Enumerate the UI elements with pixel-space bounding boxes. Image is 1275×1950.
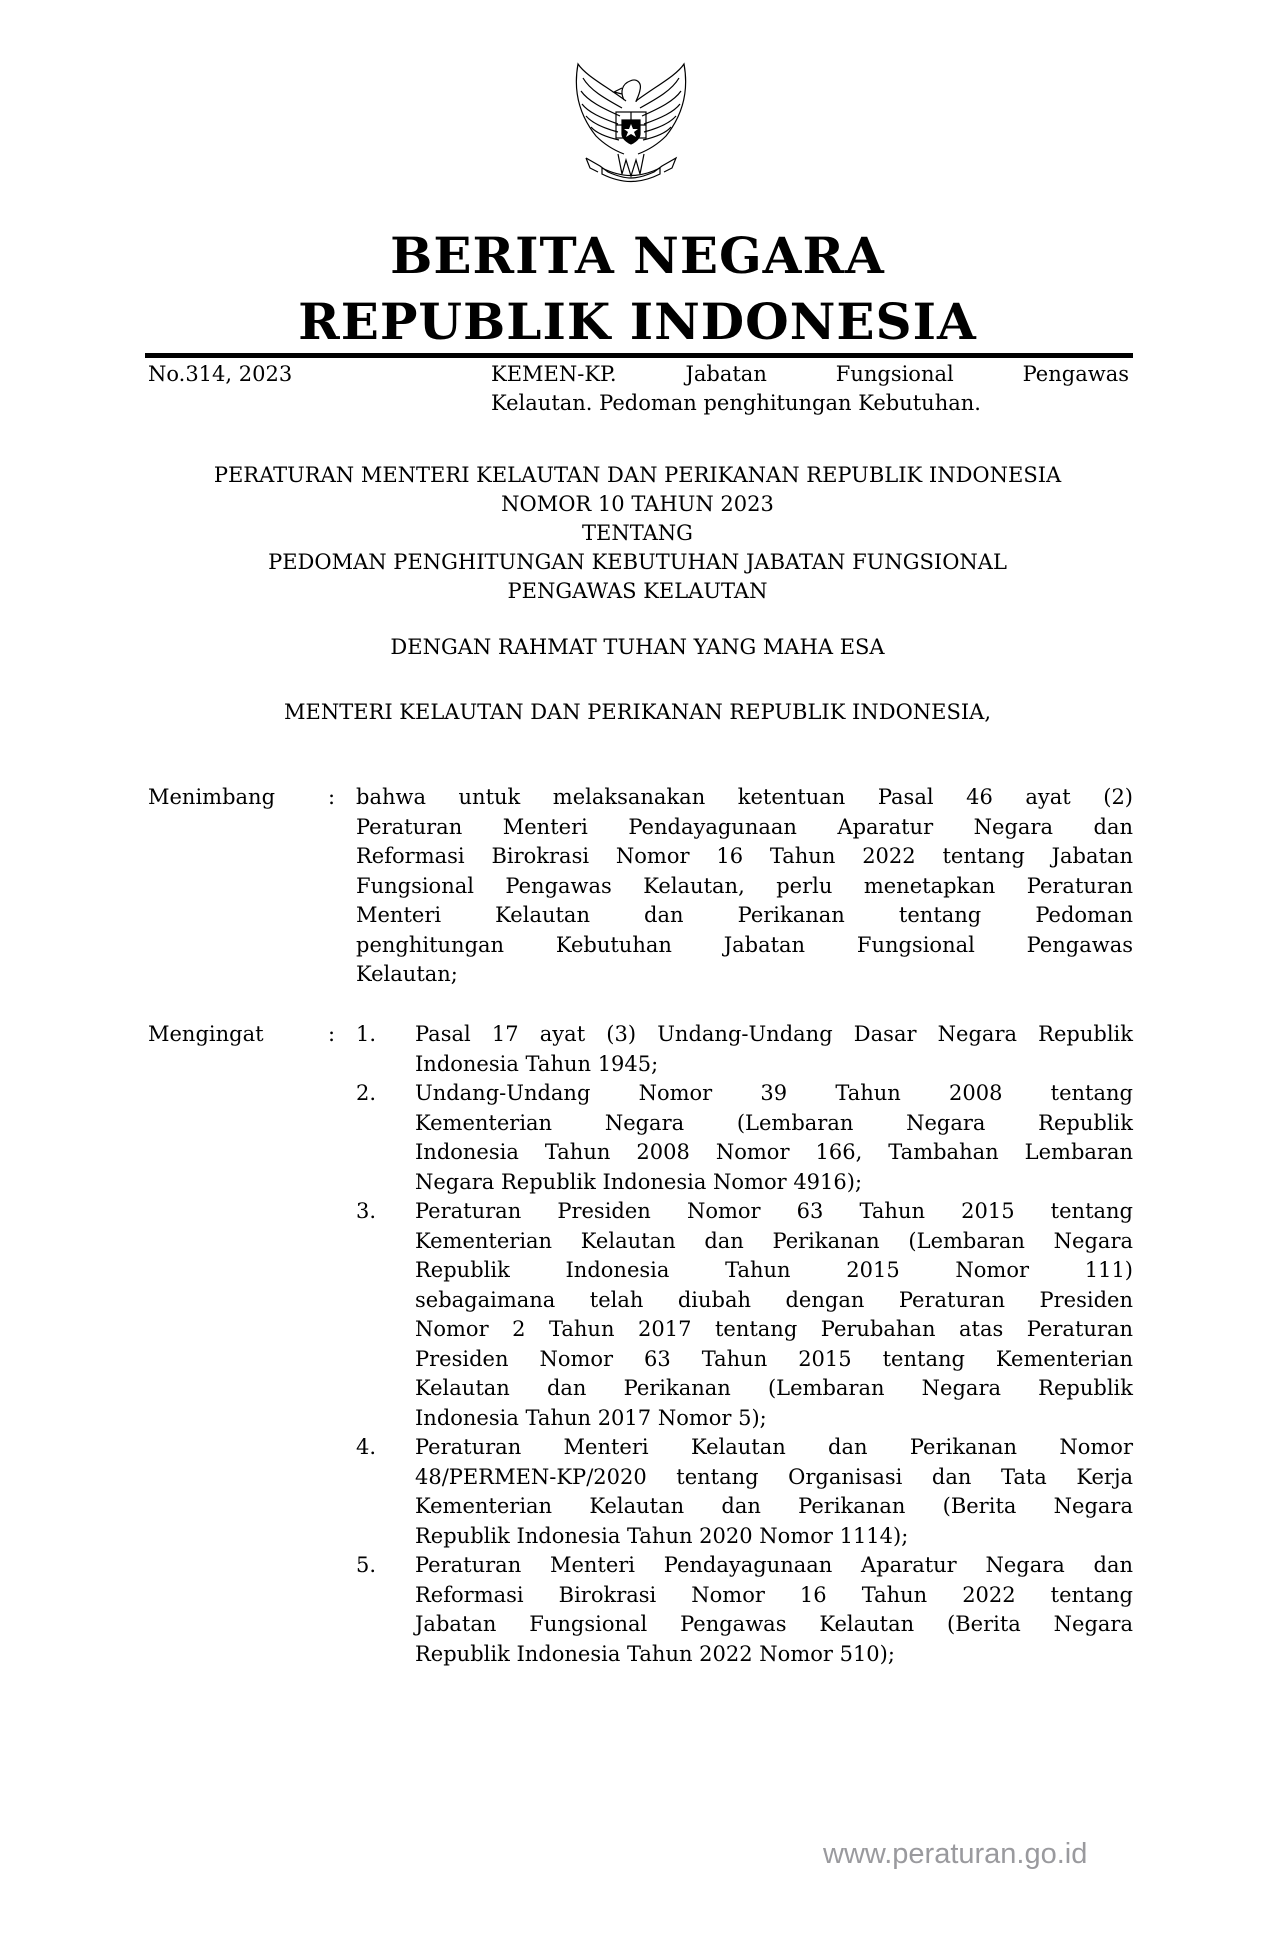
list-item-number: 1. [356, 1022, 377, 1046]
text-line: Reformasi Birokrasi Nomor 16 Tahun 2022 tentang Jabatan [356, 844, 1133, 868]
text-line: Republik Indonesia Tahun 2020 Nomor 1114); [415, 1523, 909, 1548]
publication-title-line-1: BERITA NEGARA [390, 226, 885, 285]
list-item-number: 5. [356, 1553, 377, 1577]
subject-line: Kelautan. Pedoman penghitungan Kebutuhan. [491, 391, 981, 415]
text-line: Kelautan; [356, 962, 458, 986]
section-label: Mengingat [148, 1022, 264, 1046]
text-line: Peraturan Menteri Pendayagunaan Aparatur Negara dan [415, 1553, 1133, 1577]
text-line: Menteri Kelautan dan Perikanan tentang Pedoman [356, 903, 1133, 927]
text-line: bahwa untuk melaksanakan ketentuan Pasal 46 ayat (2) [356, 785, 1133, 809]
list-item [356, 1433, 1133, 1551]
mengingat-list [356, 1020, 1133, 1669]
text-line: Kementerian Kelautan dan Perikanan (Lembaran Negara [415, 1228, 1133, 1253]
publication-title-line-2: REPUBLIK INDONESIA [298, 292, 977, 351]
issuer: MENTERI KELAUTAN DAN PERIKANAN REPUBLIK INDONESIA, [283, 700, 992, 724]
text-line: Peraturan Menteri Pendayagunaan Aparatur Negara dan [356, 814, 1133, 839]
text-line: Peraturan Menteri Kelautan dan Perikanan Nomor [415, 1435, 1133, 1459]
text-line: Undang-Undang Nomor 39 Tahun 2008 tentang [415, 1081, 1133, 1105]
regulation-title: PERATURAN MENTERI KELAUTAN DAN PERIKANAN REPUBLIK INDONESIA [213, 463, 1062, 487]
menimbang-text [356, 783, 1133, 990]
text-line: Kementerian Negara (Lembaran Negara Republik [415, 1110, 1133, 1135]
invocation: DENGAN RAHMAT TUHAN YANG MAHA ESA [390, 635, 885, 659]
text-line: Negara Republik Indonesia Nomor 4916); [415, 1169, 863, 1194]
publication-number: No.314, 2023 [148, 362, 293, 386]
text-line: Peraturan Presiden Nomor 63 Tahun 2015 tentang [415, 1199, 1133, 1223]
subject-line: KEMEN-KP. Jabatan Fungsional Pengawas [491, 362, 1129, 386]
text-line: Republik Indonesia Tahun 2022 Nomor 510); [415, 1641, 895, 1666]
list-item-number: 4. [356, 1435, 377, 1459]
text-line: sebagaimana telah diubah dengan Peraturan Presiden [415, 1287, 1133, 1312]
text-line: Indonesia Tahun 2017 Nomor 5); [415, 1405, 767, 1430]
list-item [356, 1079, 1133, 1197]
list-item-number: 3. [356, 1199, 377, 1223]
text-line: Reformasi Birokrasi Nomor 16 Tahun 2022 tentang [415, 1582, 1133, 1607]
text-line: Indonesia Tahun 2008 Nomor 166, Tambahan Lembaran [415, 1140, 1133, 1164]
text-line: Jabatan Fungsional Pengawas Kelautan (Berita Negara [415, 1612, 1133, 1636]
regulation-number: NOMOR 10 TAHUN 2023 [501, 492, 774, 516]
text-line: Nomor 2 Tahun 2017 tentang Perubahan atas Peraturan [415, 1317, 1133, 1341]
regulation-subject-line-1: PEDOMAN PENGHITUNGAN KEBUTUHAN JABATAN FUNGSIONAL [268, 550, 1007, 574]
list-item-number: 2. [356, 1081, 377, 1105]
text-line: Presiden Nomor 63 Tahun 2015 tentang Kementerian [415, 1346, 1133, 1371]
text-line: 48/PERMEN-KP/2020 tentang Organisasi dan Tata Kerja [415, 1464, 1133, 1489]
regulation-about: TENTANG [582, 521, 693, 545]
section-colon: : [328, 1022, 336, 1046]
section-colon: : [328, 785, 336, 809]
text-line: Pasal 17 ayat (3) Undang-Undang Dasar Negara Republik [415, 1022, 1133, 1046]
text-line: Republik Indonesia Tahun 2015 Nomor 111) [415, 1258, 1133, 1282]
regulation-subject-line-2: PENGAWAS KELAUTAN [507, 579, 768, 603]
text-line: Kelautan dan Perikanan (Lembaran Negara Republik [415, 1376, 1133, 1400]
text-line: penghitungan Kebutuhan Jabatan Fungsional Pengawas [356, 932, 1133, 957]
list-item [356, 1020, 1133, 1079]
list-item [356, 1197, 1133, 1433]
regulation-heading [0, 461, 1275, 606]
text-line: Kementerian Kelautan dan Perikanan (Berita Negara [415, 1494, 1133, 1518]
text-line: Fungsional Pengawas Kelautan, perlu menetapkan Peraturan [356, 873, 1133, 898]
header-divider [145, 353, 1133, 358]
garuda-pancasila-emblem-icon [556, 56, 706, 206]
list-item [356, 1551, 1133, 1669]
text-line: Indonesia Tahun 1945; [415, 1051, 659, 1076]
source-watermark-link[interactable]: www.peraturan.go.id [823, 1838, 1088, 1870]
section-label: Menimbang [148, 785, 276, 809]
publication-subject [491, 360, 1129, 418]
